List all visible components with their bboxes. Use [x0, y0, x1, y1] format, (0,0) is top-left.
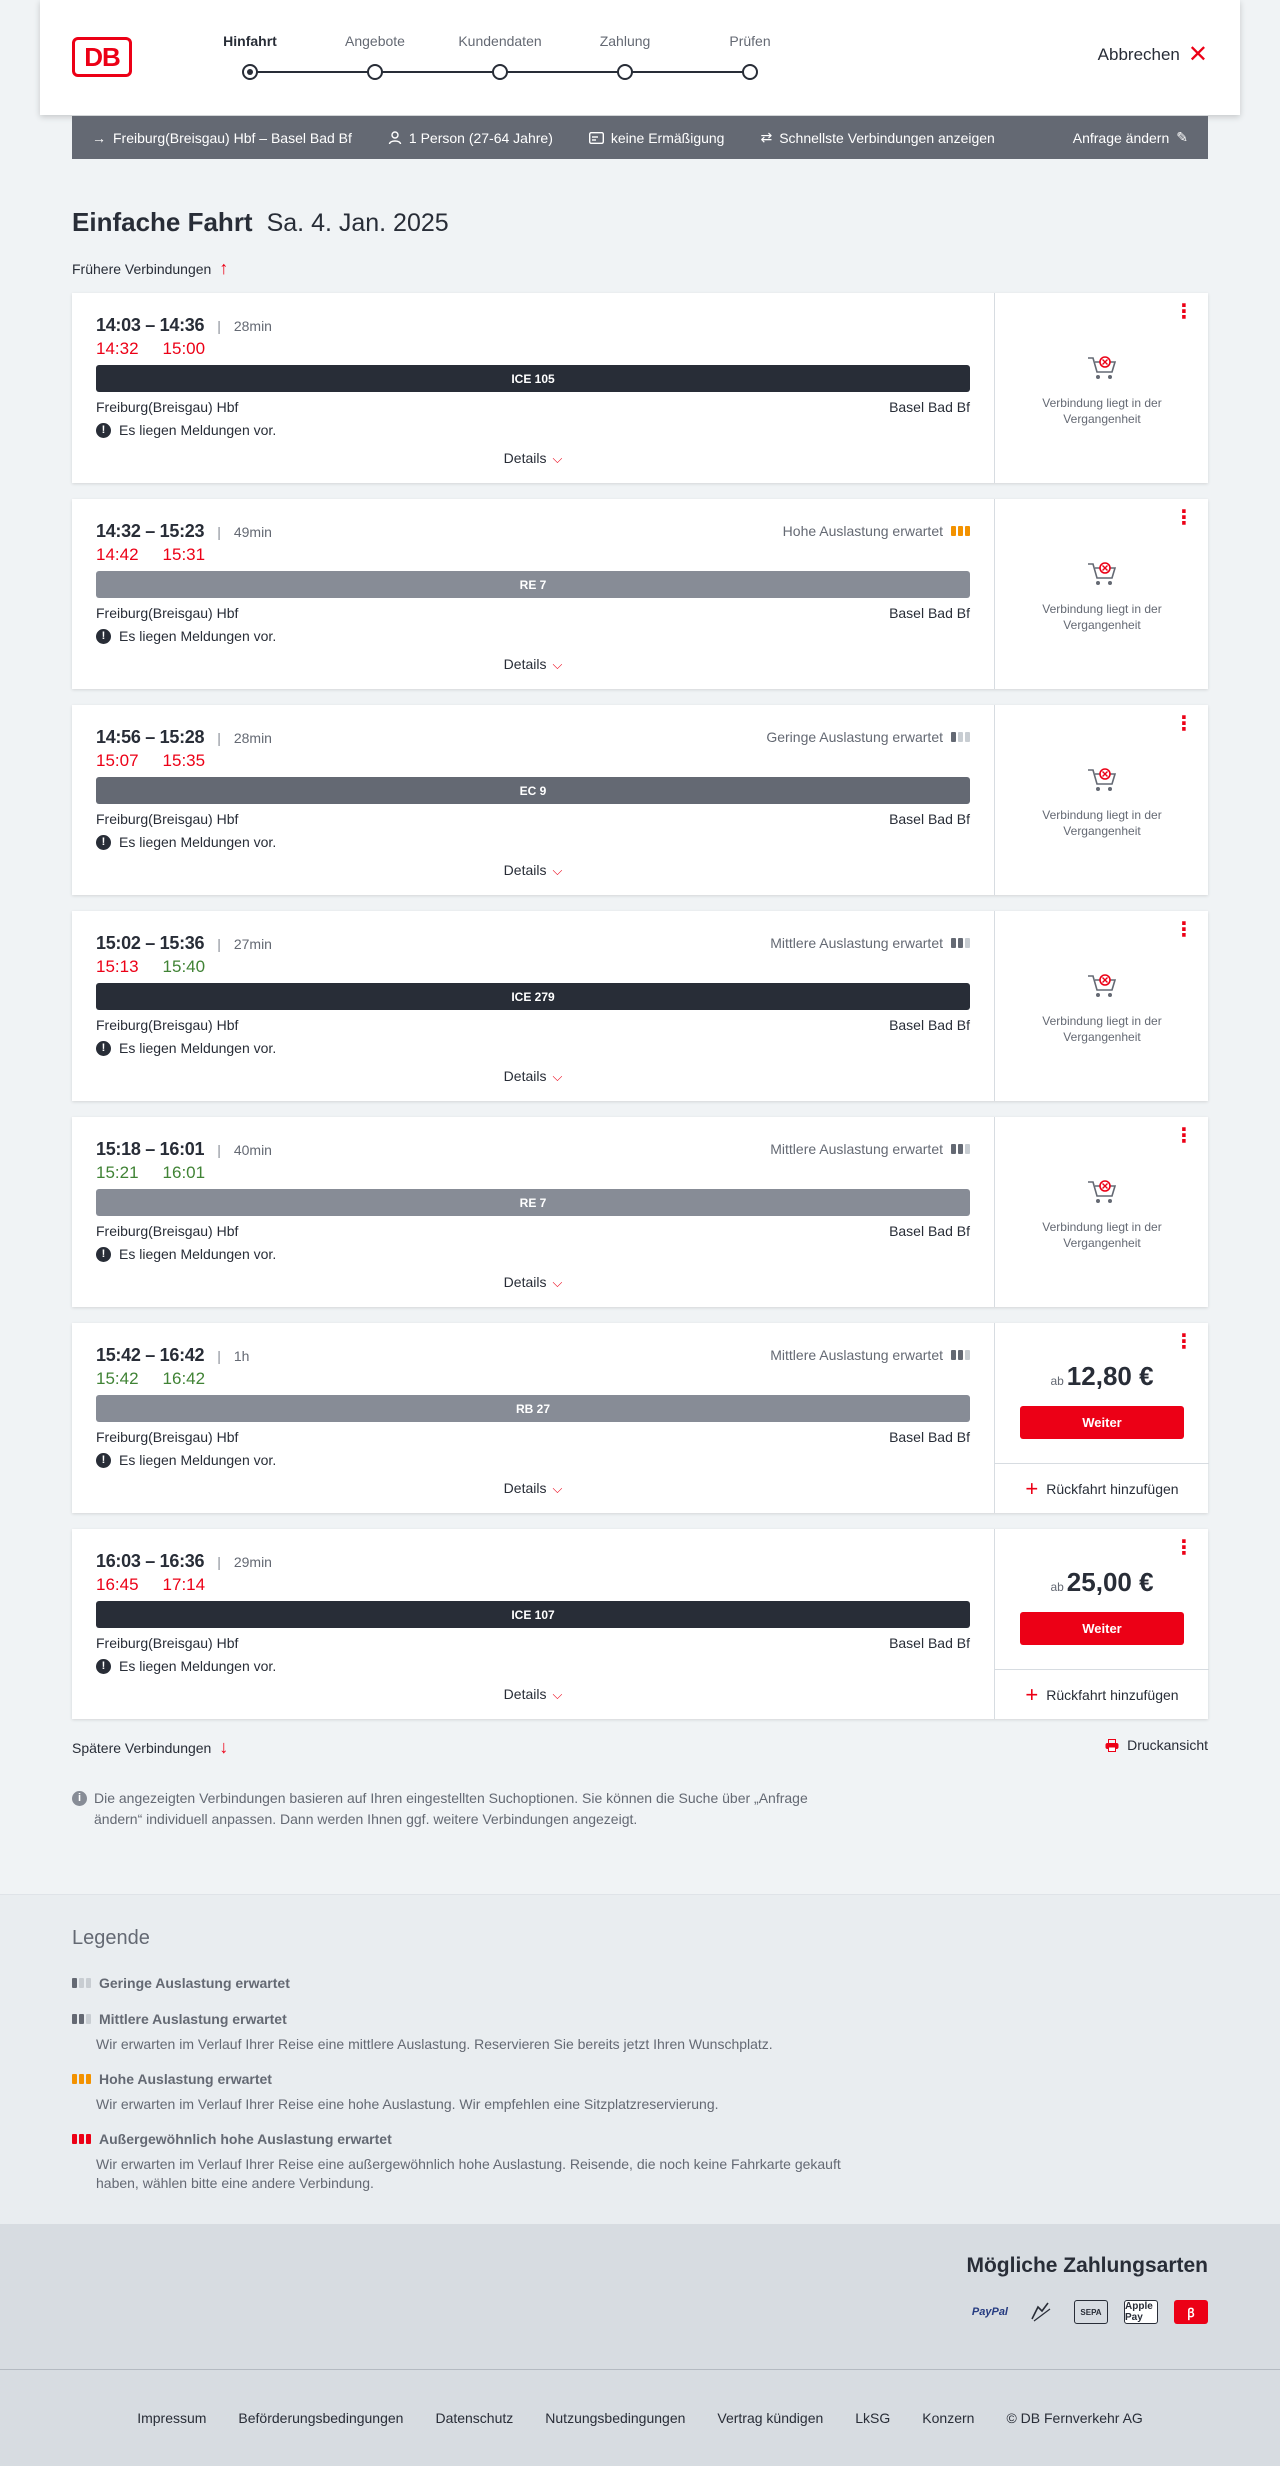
connection-card — [72, 705, 1208, 895]
summary-fastest: ⇄ Schnellste Verbindungen anzeigen — [760, 129, 995, 146]
details-toggle[interactable]: Details ⌵ — [503, 1274, 563, 1290]
load-high-icon — [72, 2074, 91, 2084]
stations — [96, 1017, 970, 1033]
db-logo[interactable]: DB — [72, 37, 132, 77]
disruption-notice: ! Es liegen Meldungen vor. — [96, 422, 276, 438]
connection-card — [72, 911, 1208, 1101]
actual-arrival: 15:31 — [162, 545, 206, 564]
later-connections-link[interactable]: Spätere Verbindungen ↓ — [72, 1737, 229, 1757]
planned-times: 16:03 – 16:36 | 29min — [96, 1551, 272, 1571]
arrival-station: Basel Bad Bf — [889, 1635, 970, 1651]
credit-card-icon — [1024, 2300, 1058, 2324]
connection-card — [72, 1323, 1208, 1513]
chevron-down-icon: ⌵ — [552, 1687, 563, 1702]
footer-link-konzern[interactable]: Konzern — [922, 2410, 975, 2426]
search-info-note: i Die angezeigten Verbindungen basieren auf Ihren eingestellten Suchoptionen. Sie können die Suche über „Anfrage ändern“ individuell anpassen. Dann werden Ihnen ggf. weitere Verbindungen angezeigt. — [72, 1788, 852, 1830]
warning-icon: ! — [96, 835, 111, 850]
footer-link-datenschutz[interactable]: Datenschutz — [435, 2410, 514, 2426]
add-return-trip-button[interactable]: + Rückfahrt hinzufügen — [995, 1669, 1209, 1719]
arrival-station: Basel Bad Bf — [889, 1429, 970, 1445]
warning-icon: ! — [96, 1453, 111, 1468]
departure-station: Freiburg(Breisgau) Hbf — [96, 1223, 239, 1239]
paypal-icon: PayPal — [971, 2306, 1008, 2318]
legend-title: Legende — [72, 1927, 150, 1949]
details-toggle[interactable]: Details ⌵ — [503, 1686, 563, 1702]
duration: 1h — [233, 1347, 250, 1364]
page-title: Einfache Fahrt Sa. 4. Jan. 2025 — [72, 207, 449, 237]
payment-title: Mögliche Zahlungsarten — [966, 2254, 1208, 2277]
actual-arrival: 15:40 — [162, 957, 206, 976]
duration: 27min — [233, 935, 272, 952]
legend-item-medium: Mittlere Auslastung erwartet Wir erwarten im Verlauf Ihrer Reise eine mittlere Auslastung. Reservieren Sie bereits jetzt Ihren Wunschplatz. — [72, 2011, 872, 2054]
legend-item-extreme: Außergewöhnlich hohe Auslastung erwartet Wir erwarten im Verlauf Ihrer Reise eine außergewöhnlich hohe Auslastung. Reisende, die noch keine Fahrkarte gekauft haben, wählen bitte eine andere Verbindung. — [72, 2131, 872, 2193]
connection-main — [72, 705, 994, 895]
connection-card — [72, 293, 1208, 483]
train-bar[interactable]: ICE 279 — [96, 983, 970, 1010]
departure-station: Freiburg(Breisgau) Hbf — [96, 605, 239, 621]
step-hinfahrt[interactable]: Hinfahrt — [190, 33, 310, 80]
disruption-notice: ! Es liegen Meldungen vor. — [96, 1040, 276, 1056]
chevron-down-icon: ⌵ — [552, 451, 563, 466]
step-dot — [367, 64, 383, 80]
search-summary-bar — [72, 116, 1208, 159]
past-connection-note: Verbindung liegt in der Vergangenheit — [995, 1177, 1209, 1251]
swap-icon: ⇄ — [760, 129, 773, 145]
chevron-down-icon: ⌵ — [552, 657, 563, 672]
legend-item-high: Hohe Auslastung erwartet Wir erwarten im Verlauf Ihrer Reise eine hohe Auslastung. Wir empfehlen eine Sitzplatzreservierung. — [72, 2071, 872, 2114]
connection-main — [72, 1323, 994, 1513]
price-box: ab 12,80 € Weiter — [995, 1361, 1209, 1439]
connection-main — [72, 911, 994, 1101]
offer-panel — [994, 705, 1208, 895]
summary-route: → Freiburg(Breisgau) Hbf – Basel Bad Bf — [92, 129, 352, 146]
occupancy-icon — [951, 1350, 970, 1360]
train-bar[interactable]: ICE 105 — [96, 365, 970, 392]
step-dot — [617, 64, 633, 80]
planned-times: 14:32 – 15:23 | 49min — [96, 521, 272, 541]
planned-times: 15:02 – 15:36 | 27min — [96, 933, 272, 953]
load-low-icon — [72, 1978, 91, 1988]
connection-main — [72, 1117, 994, 1307]
planned-times: 14:56 – 15:28 | 28min — [96, 727, 272, 747]
departure-station: Freiburg(Breisgau) Hbf — [96, 811, 239, 827]
offer-panel — [994, 1323, 1208, 1513]
price-value: 12,80 € — [1066, 1361, 1154, 1391]
actual-arrival: 15:00 — [162, 339, 206, 358]
step-kundendaten[interactable]: Kundendaten — [440, 33, 560, 80]
occupancy-icon — [951, 732, 970, 742]
offer-panel — [994, 911, 1208, 1101]
offer-panel — [994, 499, 1208, 689]
stations — [96, 1223, 970, 1239]
duration: 49min — [233, 523, 272, 540]
pencil-icon: ✎ — [1176, 129, 1188, 145]
departure-station: Freiburg(Breisgau) Hbf — [96, 399, 239, 415]
connection-main — [72, 293, 994, 483]
load-indicator: Hohe Auslastung erwartet — [783, 523, 970, 539]
details-toggle[interactable]: Details ⌵ — [503, 450, 563, 466]
header — [40, 0, 1240, 115]
train-bar[interactable]: ICE 107 — [96, 1601, 970, 1628]
warning-icon: ! — [96, 629, 111, 644]
stations — [96, 605, 970, 621]
printer-icon — [1105, 1739, 1119, 1752]
load-indicator: Mittlere Auslastung erwartet — [770, 935, 970, 951]
actual-departure: 16:45 — [96, 1575, 139, 1594]
arrival-station: Basel Bad Bf — [889, 605, 970, 621]
load-medium-icon — [72, 2014, 91, 2024]
card-icon — [589, 132, 604, 144]
train-bar[interactable]: RE 7 — [96, 571, 970, 598]
person-icon — [388, 131, 402, 145]
payment-methods-section — [0, 2224, 1280, 2369]
cart-unavailable-icon — [1085, 353, 1119, 383]
offer-panel — [994, 1529, 1208, 1719]
train-bar[interactable]: RB 27 — [96, 1395, 970, 1422]
actual-departure: 14:42 — [96, 545, 139, 564]
departure-station: Freiburg(Breisgau) Hbf — [96, 1635, 239, 1651]
stations — [96, 1429, 970, 1445]
footer-link-impressum[interactable]: Impressum — [137, 2410, 207, 2426]
load-indicator: Mittlere Auslastung erwartet — [770, 1347, 970, 1363]
past-connection-note: Verbindung liegt in der Vergangenheit — [995, 353, 1209, 427]
offer-panel — [994, 293, 1208, 483]
load-indicator: Mittlere Auslastung erwartet — [770, 1141, 970, 1157]
price-value: 25,00 € — [1066, 1567, 1154, 1597]
footer-link-lksg[interactable]: LkSG — [855, 2410, 891, 2426]
step-angebote[interactable]: Angebote — [315, 33, 435, 80]
past-connection-note: Verbindung liegt in der Vergangenheit — [995, 559, 1209, 633]
occupancy-icon — [951, 1144, 970, 1154]
duration: 28min — [233, 729, 272, 746]
warning-icon: ! — [96, 1247, 111, 1262]
more-options-icon[interactable]: ⋮ — [1174, 1537, 1194, 1559]
plus-icon: + — [1025, 1475, 1039, 1501]
actual-departure: 15:42 — [96, 1369, 139, 1388]
continue-button[interactable]: Weiter — [1020, 1612, 1184, 1645]
summary-passengers: 1 Person (27-64 Jahre) — [388, 130, 553, 146]
earlier-connections-link[interactable]: Frühere Verbindungen ↑ — [72, 258, 229, 278]
chevron-down-icon: ⌵ — [552, 1069, 563, 1084]
more-options-icon[interactable]: ⋮ — [1174, 507, 1194, 529]
actual-times — [96, 545, 205, 565]
actual-departure: 15:07 — [96, 751, 139, 770]
cart-unavailable-icon — [1085, 765, 1119, 795]
more-options-icon[interactable]: ⋮ — [1174, 1331, 1194, 1353]
add-return-trip-button[interactable]: + Rückfahrt hinzufügen — [995, 1463, 1209, 1513]
footer-link-befoerderungsbedingungen[interactable]: Beförderungsbedingungen — [238, 2410, 404, 2426]
info-icon: i — [72, 1791, 87, 1806]
legend-section — [0, 1894, 1280, 2224]
planned-times: 15:42 – 16:42 | 1h — [96, 1345, 250, 1365]
load-indicator: Geringe Auslastung erwartet — [766, 729, 970, 745]
departure-station: Freiburg(Breisgau) Hbf — [96, 1429, 239, 1445]
train-bar[interactable]: RE 7 — [96, 1189, 970, 1216]
connection-card — [72, 499, 1208, 689]
departure-station: Freiburg(Breisgau) Hbf — [96, 1017, 239, 1033]
warning-icon: ! — [96, 1041, 111, 1056]
step-zahlung[interactable]: Zahlung — [565, 33, 685, 80]
duration: 28min — [233, 317, 272, 334]
chevron-down-icon: ⌵ — [552, 1481, 563, 1496]
chevron-down-icon: ⌵ — [552, 1275, 563, 1290]
stations — [96, 811, 970, 827]
cart-unavailable-icon — [1085, 1177, 1119, 1207]
actual-departure: 14:32 — [96, 339, 139, 358]
payment-icons — [972, 2300, 1208, 2324]
stations — [96, 399, 970, 415]
disruption-notice: ! Es liegen Meldungen vor. — [96, 834, 276, 850]
actual-times — [96, 339, 205, 359]
disruption-notice: ! Es liegen Meldungen vor. — [96, 628, 276, 644]
connection-main — [72, 1529, 994, 1719]
past-connection-note: Verbindung liegt in der Vergangenheit — [995, 765, 1209, 839]
step-dot — [742, 64, 758, 80]
cart-unavailable-icon — [1085, 559, 1119, 589]
details-toggle[interactable]: Details ⌵ — [503, 656, 563, 672]
past-connection-note: Verbindung liegt in der Vergangenheit — [995, 971, 1209, 1045]
arrow-up-icon: ↑ — [219, 258, 229, 278]
apple-pay-icon: Apple Pay — [1124, 2300, 1158, 2324]
arrow-down-icon: ↓ — [219, 1737, 229, 1757]
plus-icon: + — [1025, 1681, 1039, 1707]
actual-arrival: 15:35 — [162, 751, 206, 770]
duration: 40min — [233, 1141, 272, 1158]
actual-departure: 15:21 — [96, 1163, 139, 1182]
arrival-station: Basel Bad Bf — [889, 1223, 970, 1239]
warning-icon: ! — [96, 1659, 111, 1674]
change-request-button[interactable]: Anfrage ändern ✎ — [1072, 129, 1188, 146]
arrival-station: Basel Bad Bf — [889, 399, 970, 415]
more-options-icon[interactable]: ⋮ — [1174, 919, 1194, 941]
legend-item-low: Geringe Auslastung erwartet — [72, 1975, 872, 1991]
db-pay-icon: ꞵ — [1174, 2300, 1208, 2324]
occupancy-icon — [951, 938, 970, 948]
details-toggle[interactable]: Details ⌵ — [503, 1068, 563, 1084]
step-pruefen[interactable]: Prüfen — [690, 33, 810, 80]
more-options-icon[interactable]: ⋮ — [1174, 713, 1194, 735]
actual-arrival: 16:42 — [162, 1369, 206, 1388]
actual-departure: 15:13 — [96, 957, 139, 976]
continue-button[interactable]: Weiter — [1020, 1406, 1184, 1439]
actual-arrival: 17:14 — [162, 1575, 206, 1594]
warning-icon: ! — [96, 423, 111, 438]
close-icon: ✕ — [1187, 41, 1208, 68]
train-bar[interactable]: EC 9 — [96, 777, 970, 804]
arrival-station: Basel Bad Bf — [889, 811, 970, 827]
offer-panel — [994, 1117, 1208, 1307]
actual-times — [96, 1369, 205, 1389]
details-toggle[interactable]: Details ⌵ — [503, 1480, 563, 1496]
booking-stepper — [210, 33, 771, 83]
planned-times: 15:18 – 16:01 | 40min — [96, 1139, 272, 1159]
details-toggle[interactable]: Details ⌵ — [503, 862, 563, 878]
load-extreme-icon — [72, 2134, 91, 2144]
stations — [96, 1635, 970, 1651]
footer-link-nutzungsbedingungen[interactable]: Nutzungsbedingungen — [545, 2410, 686, 2426]
connection-main — [72, 499, 994, 689]
step-dot — [242, 64, 258, 80]
print-view-link[interactable]: Druckansicht — [1105, 1737, 1208, 1753]
actual-times — [96, 751, 205, 771]
disruption-notice: ! Es liegen Meldungen vor. — [96, 1452, 276, 1468]
cart-unavailable-icon — [1085, 971, 1119, 1001]
arrival-station: Basel Bad Bf — [889, 1017, 970, 1033]
more-options-icon[interactable]: ⋮ — [1174, 301, 1194, 323]
actual-arrival: 16:01 — [162, 1163, 206, 1182]
footer — [0, 2369, 1280, 2466]
actual-times — [96, 1163, 205, 1183]
disruption-notice: ! Es liegen Meldungen vor. — [96, 1246, 276, 1262]
summary-discount: keine Ermäßigung — [589, 130, 725, 146]
sepa-icon: SEPA — [1074, 2300, 1108, 2324]
cancel-button[interactable]: Abbrechen ✕ — [1097, 41, 1208, 68]
planned-times: 14:03 – 14:36 | 28min — [96, 315, 272, 335]
connection-card — [72, 1117, 1208, 1307]
price-box: ab 25,00 € Weiter — [995, 1567, 1209, 1645]
disruption-notice: ! Es liegen Meldungen vor. — [96, 1658, 276, 1674]
chevron-down-icon: ⌵ — [552, 863, 563, 878]
occupancy-icon — [951, 526, 970, 536]
step-dot — [492, 64, 508, 80]
footer-link-vertrag-kuendigen[interactable]: Vertrag kündigen — [717, 2410, 824, 2426]
arrow-right-icon: → — [92, 129, 106, 146]
duration: 29min — [233, 1553, 272, 1570]
more-options-icon[interactable]: ⋮ — [1174, 1125, 1194, 1147]
actual-times — [96, 957, 205, 977]
actual-times — [96, 1575, 205, 1595]
connection-card — [72, 1529, 1208, 1719]
footer-copyright: © DB Fernverkehr AG — [1006, 2410, 1143, 2426]
